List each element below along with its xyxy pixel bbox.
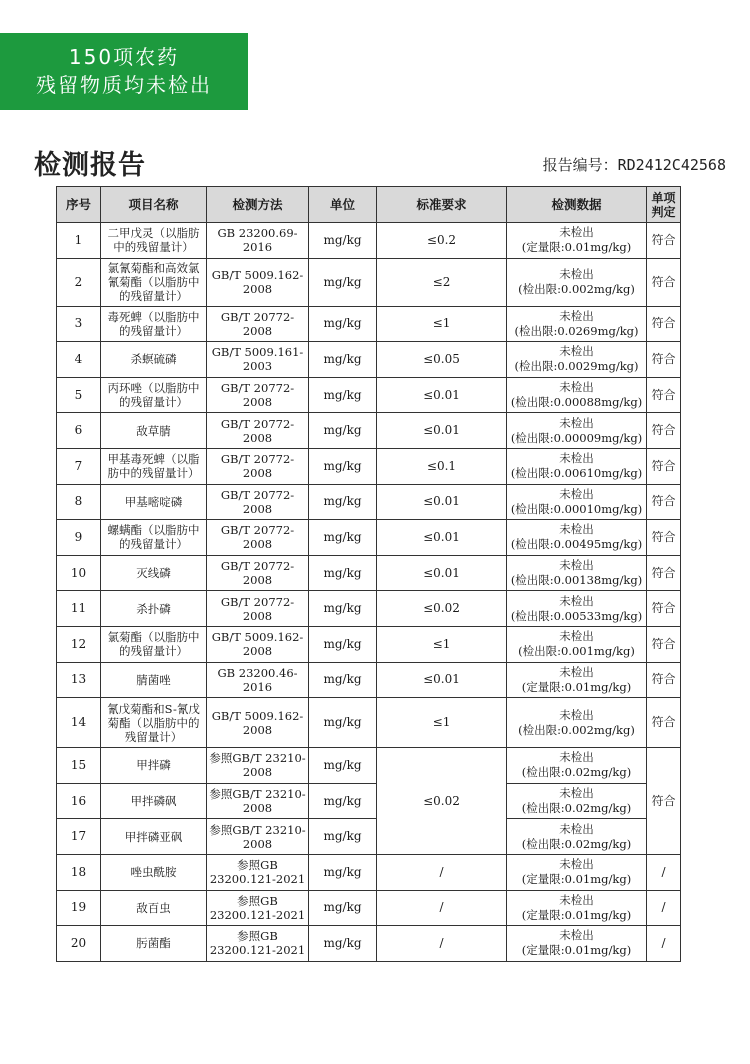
result-value: 未检出 [559, 451, 594, 466]
requirement: ≤0.2 [377, 223, 507, 259]
item-name: 毒死蜱（以脂肪中的残留量计） [101, 306, 207, 342]
row-number: 2 [57, 258, 101, 306]
result-value: 未检出 [559, 267, 594, 282]
requirement: ≤0.01 [377, 662, 507, 698]
detection-limit: (定量限:0.01mg/kg) [521, 872, 632, 887]
judgement: 符合 [647, 626, 681, 662]
unit: mg/kg [309, 306, 377, 342]
test-method: GB/T 20772-2008 [207, 377, 309, 413]
test-data [507, 890, 647, 926]
test-data [507, 854, 647, 890]
test-method: 参照GB/T 23210-2008 [207, 748, 309, 784]
item-name: 甲基嘧啶磷 [101, 484, 207, 520]
item-name: 肟菌酯 [101, 926, 207, 962]
result-value: 未检出 [559, 522, 594, 537]
item-name: 氰戊菊酯和S-氰戊菊酯（以脂肪中的残留量计） [101, 698, 207, 748]
judgement: 符合 [647, 520, 681, 556]
result-value: 未检出 [559, 380, 594, 395]
row-number: 12 [57, 626, 101, 662]
unit: mg/kg [309, 626, 377, 662]
row-number: 3 [57, 306, 101, 342]
table-row [57, 591, 681, 627]
table-row [57, 890, 681, 926]
requirement: ≤0.02 [377, 748, 507, 855]
detection-limit: (检出限:0.02mg/kg) [521, 801, 632, 816]
row-number: 18 [57, 854, 101, 890]
detection-limit: (检出限:0.0269mg/kg) [514, 323, 639, 338]
table-row [57, 342, 681, 378]
detection-limit: (定量限:0.01mg/kg) [521, 240, 632, 255]
test-method: GB/T 20772-2008 [207, 306, 309, 342]
unit: mg/kg [309, 591, 377, 627]
item-name: 杀螟硫磷 [101, 342, 207, 378]
test-method: GB/T 20772-2008 [207, 591, 309, 627]
result-value: 未检出 [559, 786, 594, 801]
test-data [507, 555, 647, 591]
item-name: 甲拌磷 [101, 748, 207, 784]
test-method: 参照GB 23200.121-2021 [207, 926, 309, 962]
promo-banner [0, 33, 248, 110]
item-name: 甲拌磷亚砜 [101, 819, 207, 855]
item-name: 甲基毒死蜱（以脂肪中的残留量计） [101, 448, 207, 484]
test-data [507, 377, 647, 413]
item-name: 螺螨酯（以脂肪中的残留量计） [101, 520, 207, 556]
row-number: 8 [57, 484, 101, 520]
test-data [507, 591, 647, 627]
item-name: 灭线磷 [101, 555, 207, 591]
result-value: 未检出 [559, 558, 594, 573]
detection-limit: (检出限:0.00610mg/kg) [510, 466, 643, 481]
judgement: / [647, 854, 681, 890]
unit: mg/kg [309, 448, 377, 484]
judgement: 符合 [647, 591, 681, 627]
item-name: 二甲戊灵（以脂肪中的残留量计） [101, 223, 207, 259]
test-data [507, 819, 647, 855]
unit: mg/kg [309, 258, 377, 306]
requirement: ≤0.1 [377, 448, 507, 484]
detection-limit: (检出限:0.00010mg/kg) [510, 501, 643, 516]
table-row [57, 854, 681, 890]
unit: mg/kg [309, 413, 377, 449]
col-item-header: 项目名称 [101, 187, 207, 223]
page-title: 检测报告 [34, 150, 146, 181]
test-data [507, 662, 647, 698]
item-name: 甲拌磷砜 [101, 783, 207, 819]
test-method: GB/T 20772-2008 [207, 448, 309, 484]
test-data [507, 258, 647, 306]
row-number: 7 [57, 448, 101, 484]
requirement: ≤0.01 [377, 413, 507, 449]
table-row [57, 484, 681, 520]
result-value: 未检出 [559, 664, 594, 679]
col-data-header: 检测数据 [507, 187, 647, 223]
row-number: 9 [57, 520, 101, 556]
table-header-row [57, 187, 681, 223]
unit: mg/kg [309, 223, 377, 259]
judgement: 符合 [647, 748, 681, 855]
row-number: 10 [57, 555, 101, 591]
test-method: GB/T 20772-2008 [207, 413, 309, 449]
requirement: ≤0.02 [377, 591, 507, 627]
result-value: 未检出 [559, 225, 594, 240]
test-data [507, 626, 647, 662]
test-method: GB/T 5009.162-2008 [207, 626, 309, 662]
result-value: 未检出 [559, 750, 594, 765]
banner-line-2: 残留物质均未检出 [36, 73, 212, 97]
detection-limit: (检出限:0.00138mg/kg) [510, 573, 643, 588]
item-name: 氯菊酯（以脂肪中的残留量计） [101, 626, 207, 662]
row-number: 20 [57, 926, 101, 962]
detection-limit: (检出限:0.002mg/kg) [518, 722, 635, 737]
judgement: 符合 [647, 555, 681, 591]
test-method: GB 23200.69-2016 [207, 223, 309, 259]
judgement: 符合 [647, 698, 681, 748]
item-name: 腈菌唑 [101, 662, 207, 698]
requirement: ≤0.01 [377, 377, 507, 413]
detection-limit: (检出限:0.00009mg/kg) [510, 430, 643, 445]
detection-limit: (检出限:0.02mg/kg) [521, 765, 632, 780]
row-number: 6 [57, 413, 101, 449]
requirement: / [377, 890, 507, 926]
test-data [507, 748, 647, 784]
unit: mg/kg [309, 377, 377, 413]
detection-limit: (定量限:0.01mg/kg) [521, 907, 632, 922]
test-data [507, 448, 647, 484]
table-row [57, 377, 681, 413]
row-number: 5 [57, 377, 101, 413]
unit: mg/kg [309, 890, 377, 926]
judgement: 符合 [647, 484, 681, 520]
judgement: 符合 [647, 342, 681, 378]
col-no-header: 序号 [57, 187, 101, 223]
report-number-value: RD2412C42568 [617, 156, 726, 174]
banner-line-1: 150项农药 [68, 45, 180, 69]
result-value: 未检出 [559, 629, 594, 644]
test-data [507, 484, 647, 520]
table-row [57, 306, 681, 342]
test-method: 参照GB 23200.121-2021 [207, 854, 309, 890]
unit: mg/kg [309, 926, 377, 962]
test-data [507, 223, 647, 259]
requirement: / [377, 854, 507, 890]
table-row [57, 555, 681, 591]
table-row [57, 626, 681, 662]
test-data [507, 413, 647, 449]
detection-limit: (定量限:0.01mg/kg) [521, 679, 632, 694]
result-value: 未检出 [559, 344, 594, 359]
item-name: 丙环唑（以脂肪中的残留量计） [101, 377, 207, 413]
item-name: 敌草腈 [101, 413, 207, 449]
test-method: GB/T 20772-2008 [207, 555, 309, 591]
result-value: 未检出 [559, 821, 594, 836]
requirement: ≤2 [377, 258, 507, 306]
row-number: 4 [57, 342, 101, 378]
test-data [507, 698, 647, 748]
test-data [507, 520, 647, 556]
judgement: / [647, 890, 681, 926]
detection-limit: (检出限:0.00495mg/kg) [510, 537, 643, 552]
detection-limit: (检出限:0.02mg/kg) [521, 836, 632, 851]
table-row [57, 448, 681, 484]
table-row [57, 926, 681, 962]
unit: mg/kg [309, 698, 377, 748]
detection-limit: (检出限:0.00533mg/kg) [510, 608, 643, 623]
item-name: 唑虫酰胺 [101, 854, 207, 890]
test-method: GB/T 20772-2008 [207, 484, 309, 520]
row-number: 11 [57, 591, 101, 627]
judgement: 符合 [647, 258, 681, 306]
requirement: ≤0.01 [377, 555, 507, 591]
requirement: ≤1 [377, 626, 507, 662]
test-data [507, 306, 647, 342]
row-number: 17 [57, 819, 101, 855]
col-judgement-header: 单项判定 [647, 187, 681, 223]
table-row [57, 819, 681, 855]
table-row [57, 258, 681, 306]
row-number: 13 [57, 662, 101, 698]
test-results-table [56, 186, 681, 962]
requirement: ≤0.05 [377, 342, 507, 378]
test-method: GB 23200.46-2016 [207, 662, 309, 698]
requirement: ≤0.01 [377, 484, 507, 520]
table-row [57, 520, 681, 556]
col-unit-header: 单位 [309, 187, 377, 223]
test-data [507, 783, 647, 819]
table-row [57, 662, 681, 698]
result-value: 未检出 [559, 486, 594, 501]
unit: mg/kg [309, 484, 377, 520]
detection-limit: (检出限:0.002mg/kg) [518, 282, 635, 297]
judgement: / [647, 926, 681, 962]
unit: mg/kg [309, 520, 377, 556]
test-data [507, 342, 647, 378]
requirement: / [377, 926, 507, 962]
requirement: ≤1 [377, 698, 507, 748]
col-requirement-header: 标准要求 [377, 187, 507, 223]
table-row [57, 748, 681, 784]
test-method: 参照GB/T 23210-2008 [207, 783, 309, 819]
row-number: 16 [57, 783, 101, 819]
result-value: 未检出 [559, 308, 594, 323]
judgement: 符合 [647, 377, 681, 413]
col-method-header: 检测方法 [207, 187, 309, 223]
item-name: 杀扑磷 [101, 591, 207, 627]
result-value: 未检出 [559, 892, 594, 907]
unit: mg/kg [309, 555, 377, 591]
test-method: 参照GB 23200.121-2021 [207, 890, 309, 926]
unit: mg/kg [309, 748, 377, 784]
unit: mg/kg [309, 342, 377, 378]
table-row [57, 698, 681, 748]
judgement: 符合 [647, 306, 681, 342]
detection-limit: (检出限:0.001mg/kg) [518, 644, 635, 659]
table-row [57, 413, 681, 449]
unit: mg/kg [309, 783, 377, 819]
row-number: 19 [57, 890, 101, 926]
test-method: GB/T 5009.162-2008 [207, 698, 309, 748]
result-value: 未检出 [559, 928, 594, 943]
row-number: 15 [57, 748, 101, 784]
unit: mg/kg [309, 854, 377, 890]
judgement: 符合 [647, 223, 681, 259]
item-name: 敌百虫 [101, 890, 207, 926]
judgement: 符合 [647, 662, 681, 698]
unit: mg/kg [309, 662, 377, 698]
result-value: 未检出 [559, 415, 594, 430]
test-method: 参照GB/T 23210-2008 [207, 819, 309, 855]
test-method: GB/T 5009.161-2003 [207, 342, 309, 378]
table-row [57, 223, 681, 259]
result-value: 未检出 [559, 857, 594, 872]
unit: mg/kg [309, 819, 377, 855]
detection-limit: (检出限:0.00088mg/kg) [510, 395, 643, 410]
judgement: 符合 [647, 448, 681, 484]
test-method: GB/T 20772-2008 [207, 520, 309, 556]
test-method: GB/T 5009.162-2008 [207, 258, 309, 306]
report-number [543, 154, 726, 175]
requirement: ≤0.01 [377, 520, 507, 556]
row-number: 14 [57, 698, 101, 748]
report-number-label: 报告编号： [542, 156, 618, 174]
requirement: ≤1 [377, 306, 507, 342]
judgement: 符合 [647, 413, 681, 449]
table-row [57, 783, 681, 819]
detection-limit: (定量限:0.01mg/kg) [521, 943, 632, 958]
item-name: 氯氰菊酯和高效氯氰菊酯（以脂肪中的残留量计） [101, 258, 207, 306]
detection-limit: (检出限:0.0029mg/kg) [514, 359, 639, 374]
result-value: 未检出 [559, 593, 594, 608]
row-number: 1 [57, 223, 101, 259]
result-value: 未检出 [559, 707, 594, 722]
test-data [507, 926, 647, 962]
